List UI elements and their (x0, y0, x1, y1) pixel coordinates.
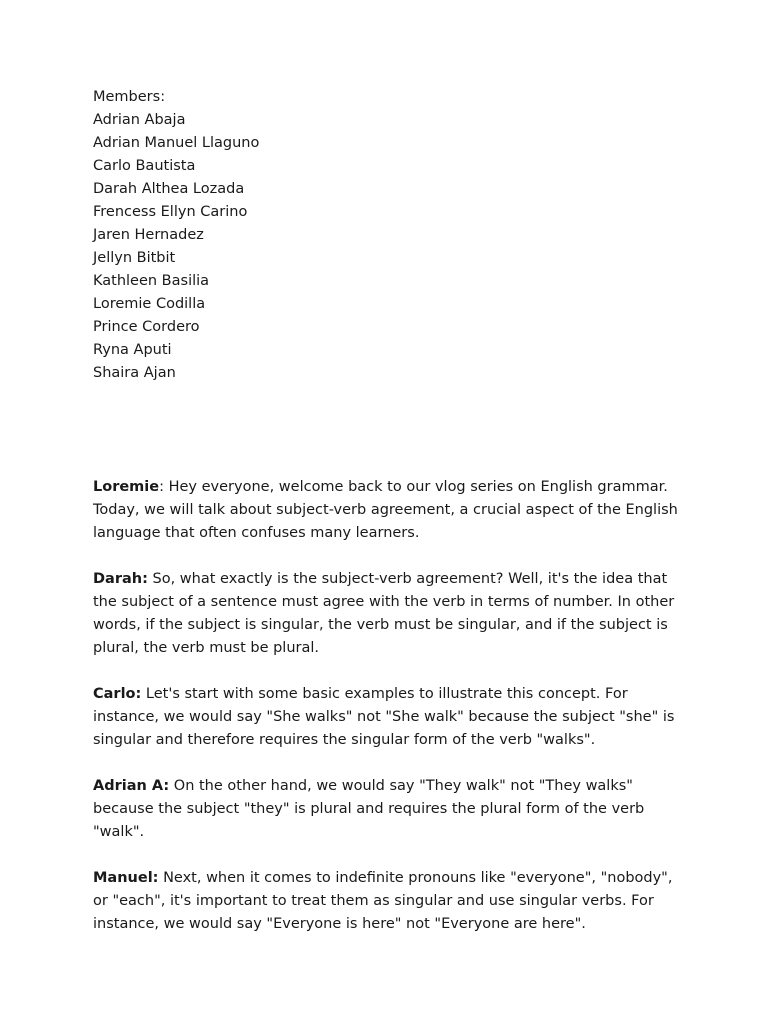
member-name: Prince Cordero (93, 319, 200, 335)
dialogue-paragraph (93, 867, 683, 936)
speaker-name: Manuel: (93, 870, 159, 886)
member-name: Jaren Hernadez (93, 227, 204, 243)
dialogue-script (93, 476, 683, 936)
member-name: Carlo Bautista (93, 158, 196, 174)
speaker-name: Adrian A: (93, 778, 170, 794)
member-name: Loremie Codilla (93, 296, 206, 312)
document-page (93, 86, 683, 959)
members-heading: Members: (93, 89, 166, 105)
dialogue-text: Next, when it comes to indefinite pronouns like "everyone", "nobody", or "each", it's important to treat them as singular and use singular verbs. For instance, we would say "Everyone is here" not "Everyone are here". (93, 870, 673, 932)
dialogue-paragraph (93, 775, 683, 844)
dialogue-text: : Hey everyone, welcome back to our vlog series on English grammar. Today, we will talk about subject-verb agreement, a crucial aspect of the English language that often confuses many learners. (93, 479, 678, 541)
dialogue-paragraph (93, 476, 683, 545)
speaker-name: Carlo: (93, 686, 142, 702)
dialogue-text: Let's start with some basic examples to illustrate this concept. For instance, we would say "She walks" not "She walk" because the subject "she" is singular and therefore requires the singular form of the verb "walks". (93, 686, 675, 748)
dialogue-text: On the other hand, we would say "They walk" not "They walks" because the subject "they" is plural and requires the plural form of the verb "walk". (93, 778, 645, 840)
members-list (93, 86, 683, 385)
speaker-name: Loremie (93, 479, 160, 495)
member-name: Frencess Ellyn Carino (93, 204, 248, 220)
speaker-name: Darah: (93, 571, 148, 587)
dialogue-text: So, what exactly is the subject-verb agreement? Well, it's the idea that the subject of a sentence must agree with the verb in terms of number. In other words, if the subject is singular, the verb must be singular, and if the subject is plural, the verb must be plural. (93, 571, 675, 656)
member-name: Shaira Ajan (93, 365, 176, 381)
member-name: Adrian Abaja (93, 112, 186, 128)
member-name: Darah Althea Lozada (93, 181, 245, 197)
member-name: Kathleen Basilia (93, 273, 210, 289)
dialogue-paragraph (93, 568, 683, 660)
dialogue-paragraph (93, 683, 683, 752)
member-name: Jellyn Bitbit (93, 250, 176, 266)
member-name: Adrian Manuel Llaguno (93, 135, 260, 151)
member-name: Ryna Aputi (93, 342, 172, 358)
